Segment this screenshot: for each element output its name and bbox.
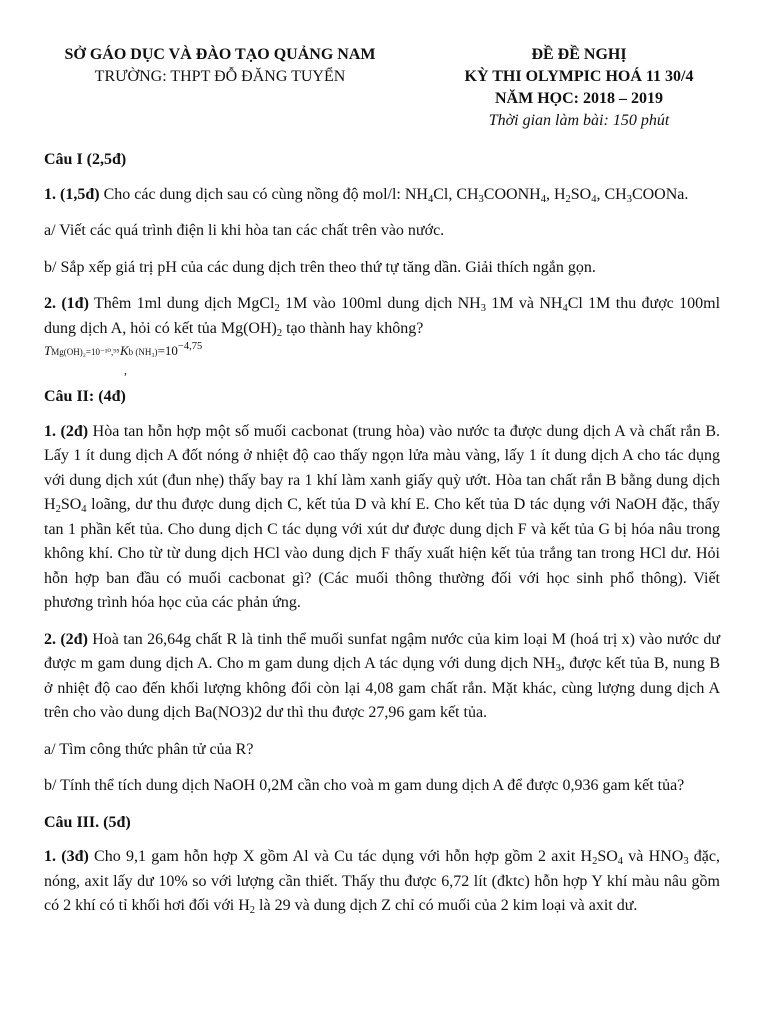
question-number: 1. (3đ) bbox=[44, 848, 89, 865]
question-text: Cho các dung dịch sau có cùng nồng độ mol/l: $NH_4Cl$, $CH_3COONH_4$, $H_2SO_4$, $CH_3COONa$. bbox=[99, 185, 689, 205]
question-2-2-b: b/ Tính thể tích dung dịch NaOH 0,2M cần cho voà m gam dung dịch A để được 0,936 gam kết tủa? bbox=[44, 777, 685, 794]
question-1-1-b: b/ Sắp xếp giá trị pH của các dung dịch trên theo thứ tự tăng dần. Giải thích ngắn gọn. bbox=[44, 258, 596, 276]
question-1-2: 2. (1đ) Thêm 1ml dung dịch MgCl$_2$ 1M vào 100ml dung dịch $NH_3$ 1M và $NH_4Cl$ 1M thu được 100ml dung dịch A, hỏi có kết tủa $Mg(OH)_2$ tạo thành hay không? bbox=[44, 295, 721, 339]
question-2-1: 1. (2đ) Hòa tan hỗn hợp một số muối cacbonat (trung hòa) vào nước ta được dung dịch A và chất rắn B. Lấy 1 ít dung dịch A đốt nóng ở nhiệt độ cao thấy ngọn lửa màu vàng, lấy 1 ít dung dịch A cho tác dụng với dung dịch xút (đun nhẹ) thấy bay ra 1 khí làm xanh giấy quỳ ướt. Hòa tan chất rắn B bằng dung dịch $H_2SO_4$ loãng, dư thu được dung dịch C, kết tủa D và khí E. Cho kết tủa D tác dụng với NaOH đặc, thấy tan 1 phần kết tủa. Cho dung dịch C tác dụng với xút dư được dung dịch F và kết tủa G bị hóa nâu trong không khí. Cho từ từ dung dịch HCl vào dung dịch F thấy xuất hiện kết tủa trắng tan trong HCl dư. Hỏi hỗn hợp ban đầu có muối cacbonat gì? (Các muối thông thường đối với học sinh phổ thông). Viết phương trình hóa học của các phản ứng. bbox=[44, 422, 720, 611]
question-1-1-a: a/ Viết các quá trình điện li khi hòa tan các chất trên vào nước. bbox=[44, 222, 445, 239]
time-limit: Thời gian làm bài: 150 phút bbox=[488, 112, 670, 129]
question-3-1: 1. (3đ) Cho 9,1 gam hỗn hợp X gồm Al và Cu tác dụng với hỗn hợp gồm 2 axit $H_2SO_4$ và $HNO_3$ đặc, nóng, axit lấy dư 10% so với lượng cần thiết. Thấy thu được 6,72 lít (đktc) hỗn hợp Y khí màu nâu gồm có 2 khí có tỉ khối hơi đối với $H_2$ là 29 và dung dịch Z chỉ có muối của 2 kim loại và axit dư. bbox=[44, 848, 721, 916]
base-constant: Kb $(NH_3)=10^{-4,75}$ bbox=[120, 341, 203, 358]
exam-type: ĐỀ ĐỀ NGHỊ bbox=[531, 46, 627, 63]
question-number: 1. (2đ) bbox=[44, 422, 89, 440]
formula-comma: , bbox=[124, 363, 127, 377]
constants-formula bbox=[44, 341, 720, 379]
school-header bbox=[30, 44, 410, 88]
question-1-1 bbox=[44, 183, 720, 208]
exam-header bbox=[420, 44, 738, 132]
exam-name: KỲ THI OLYMPIC HOÁ 11 30/4 bbox=[464, 68, 694, 85]
question-number: 1. (1,5đ) bbox=[44, 185, 100, 203]
exam-body bbox=[44, 148, 720, 919]
question-number: 2. (1đ) bbox=[44, 295, 89, 312]
solubility-product: TMg(OH)₂=10⁻¹⁰,⁹⁵ bbox=[44, 343, 120, 358]
section-title-3: Câu III. (5đ) bbox=[44, 813, 131, 831]
section-title-1: Câu I (2,5đ) bbox=[44, 151, 127, 168]
question-number: 2. (2đ) bbox=[44, 630, 88, 648]
department-name: SỞ GÁO DỤC VÀ ĐÀO TẠO QUẢNG NAM bbox=[64, 46, 376, 63]
question-2-2-a: a/ Tìm công thức phân tử của R? bbox=[44, 740, 254, 758]
question-2-2: 2. (2đ) Hoà tan 26,64g chất R là tinh thể muối sunfat ngậm nước của kim loại M (hoá trị x) vào nước dư được m gam dung dịch A. Cho m gam dung dịch A tác dụng với dung dịch $NH_3$, được kết tủa B, nung B ở nhiệt độ cao đến khối lượng không đổi còn lại 4,08 gam chất rắn. Mặt khác, cùng lượng dung dịch A trên cho vào dung dịch Ba(NO3)2 dư thì thu được 27,96 gam kết tủa. bbox=[44, 630, 721, 721]
school-name: TRƯỜNG: THPT ĐỖ ĐĂNG TUYỂN bbox=[94, 68, 346, 85]
section-title-2: Câu II: (4đ) bbox=[44, 388, 126, 405]
school-year: NĂM HỌC: 2018 – 2019 bbox=[495, 90, 663, 107]
